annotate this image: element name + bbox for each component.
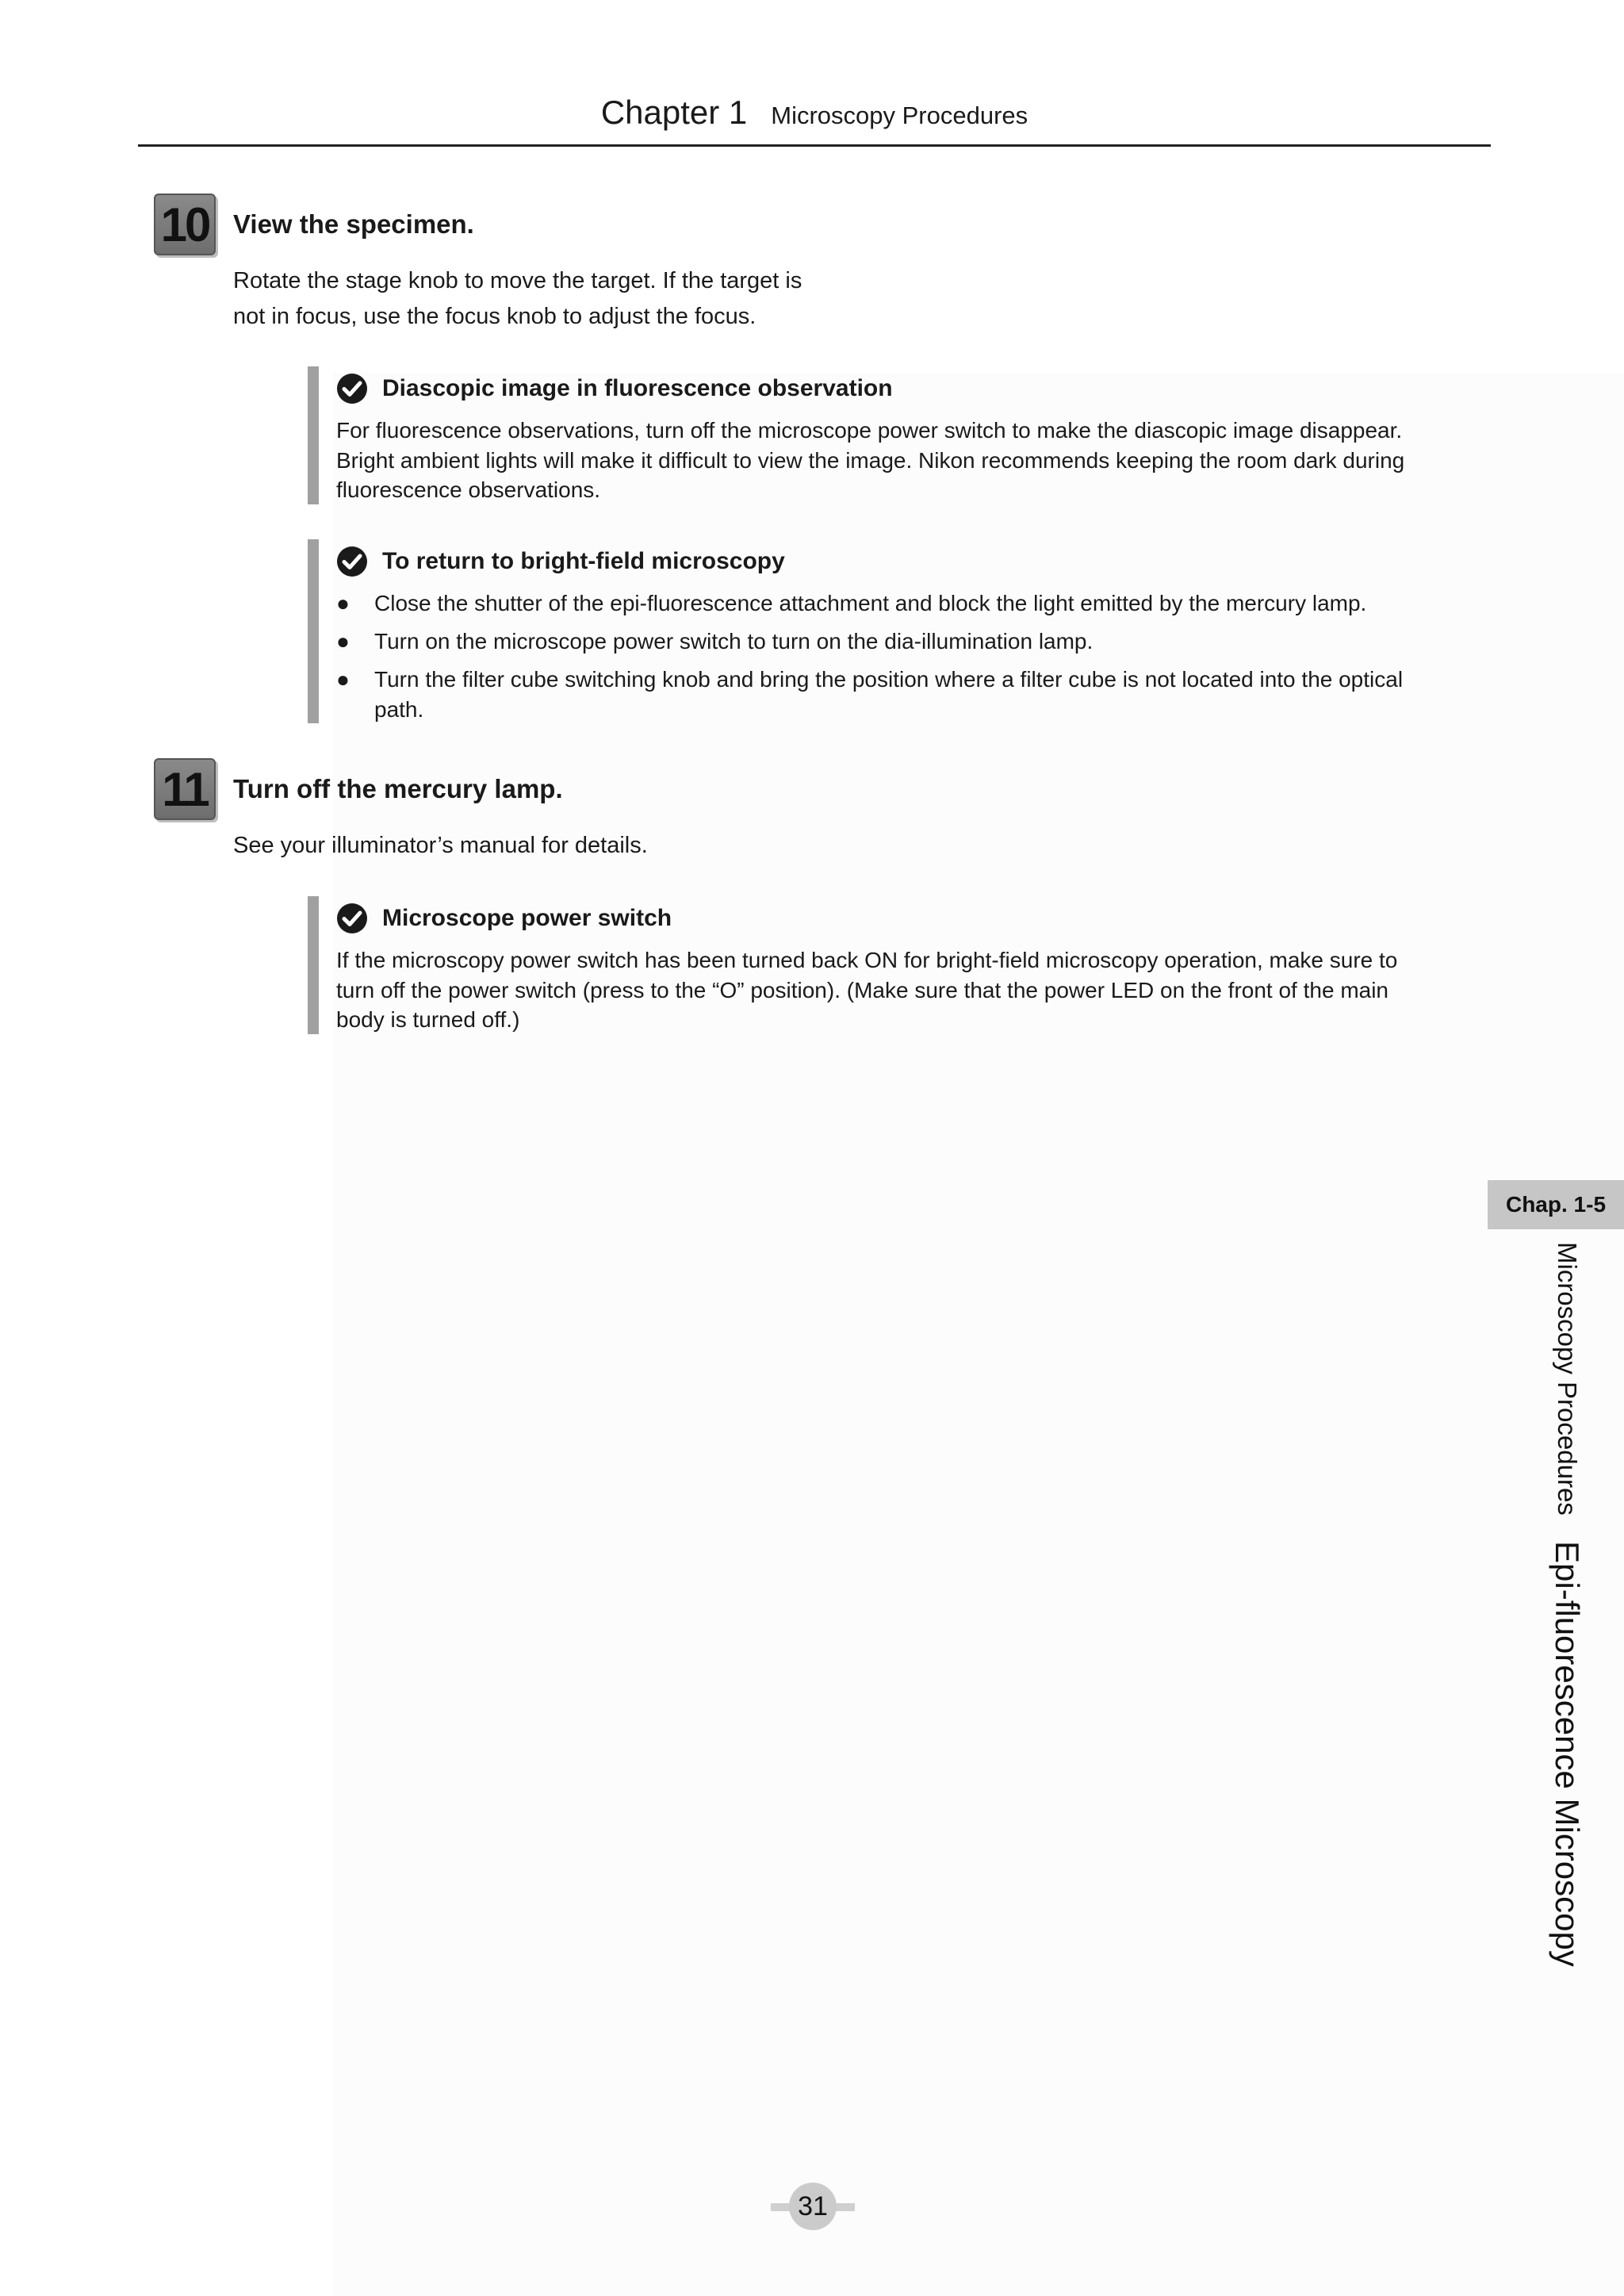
note-body (336, 945, 1478, 1035)
step-description (233, 828, 947, 864)
text-line: path. (374, 696, 424, 722)
side-topic-title: Epi-fluorescence Microscopy (1549, 1540, 1586, 1967)
step-number-badge: 10 (154, 194, 216, 255)
note-bar (308, 366, 319, 504)
step-title: View the specimen. (233, 209, 474, 239)
step-description (233, 263, 947, 335)
chapter-subtitle: Microscopy Procedures (771, 102, 1028, 129)
list-item (336, 627, 1478, 657)
bullet-icon: ● (336, 591, 350, 615)
text-line: fluorescence observations. (336, 477, 601, 502)
text-line: For fluorescence observations, turn off the microscope power switch to make the diascopic image disappear. (336, 418, 1403, 443)
text-line: If the microscopy power switch has been turned back ON for bright-field microscopy operation, make sure to (336, 948, 1398, 972)
text-line: See your illuminator’s manual for details. (233, 833, 648, 858)
bullet-icon: ● (336, 629, 350, 654)
bullet-icon: ● (336, 667, 350, 692)
note-bright-field (308, 539, 1481, 723)
note-body (336, 416, 1478, 505)
text-line: Close the shutter of the epi-fluorescence attachment and block the light emitted by the mercury lamp. (374, 591, 1367, 615)
step-title: Turn off the mercury lamp. (233, 774, 563, 803)
chapter-title: Chapter 1 (600, 94, 748, 131)
note-heading (336, 903, 672, 934)
list-item (336, 588, 1478, 619)
check-icon (336, 546, 368, 577)
note-bar (308, 539, 319, 723)
header-divider (138, 144, 1491, 147)
note-power-switch (308, 896, 1481, 1034)
page-header (138, 94, 1491, 132)
text-line: body is turned off.) (336, 1007, 520, 1032)
side-section-title: Microscopy Procedures (1553, 1242, 1582, 1516)
note-heading (336, 373, 893, 404)
check-icon (336, 903, 368, 934)
text-line: not in focus, use the focus knob to adjust the focus. (233, 304, 756, 329)
check-icon (336, 373, 368, 404)
step-number-badge: 11 (154, 758, 216, 820)
text-line: Turn on the microscope power switch to turn on the dia-illumination lamp. (374, 629, 1094, 654)
text-line: Rotate the stage knob to move the target. If the target is (233, 268, 802, 293)
side-section-label (1548, 1242, 1586, 1967)
text-line: Turn the filter cube switching knob and bring the position where a filter cube is not located into the optical (374, 667, 1404, 692)
bullet-list (336, 588, 1478, 733)
note-title: To return to bright-field microscopy (382, 548, 785, 574)
text-line: Bright ambient lights will make it difficult to view the image. Nikon recommends keeping the room dark during (336, 447, 1405, 473)
note-diascopic-image (308, 366, 1481, 504)
list-item (336, 665, 1478, 724)
chapter-tab[interactable]: Chap. 1-5 (1488, 1180, 1624, 1229)
note-title: Microscope power switch (382, 905, 672, 931)
note-heading (336, 546, 785, 577)
note-bar (308, 896, 319, 1034)
page-number-badge (771, 2183, 855, 2232)
note-title: Diascopic image in fluorescence observation (382, 375, 893, 401)
page-number: 31 (789, 2183, 837, 2230)
text-line: turn off the power switch (press to the “O” position). (Make sure that the power LED on the front of the main (336, 977, 1389, 1002)
